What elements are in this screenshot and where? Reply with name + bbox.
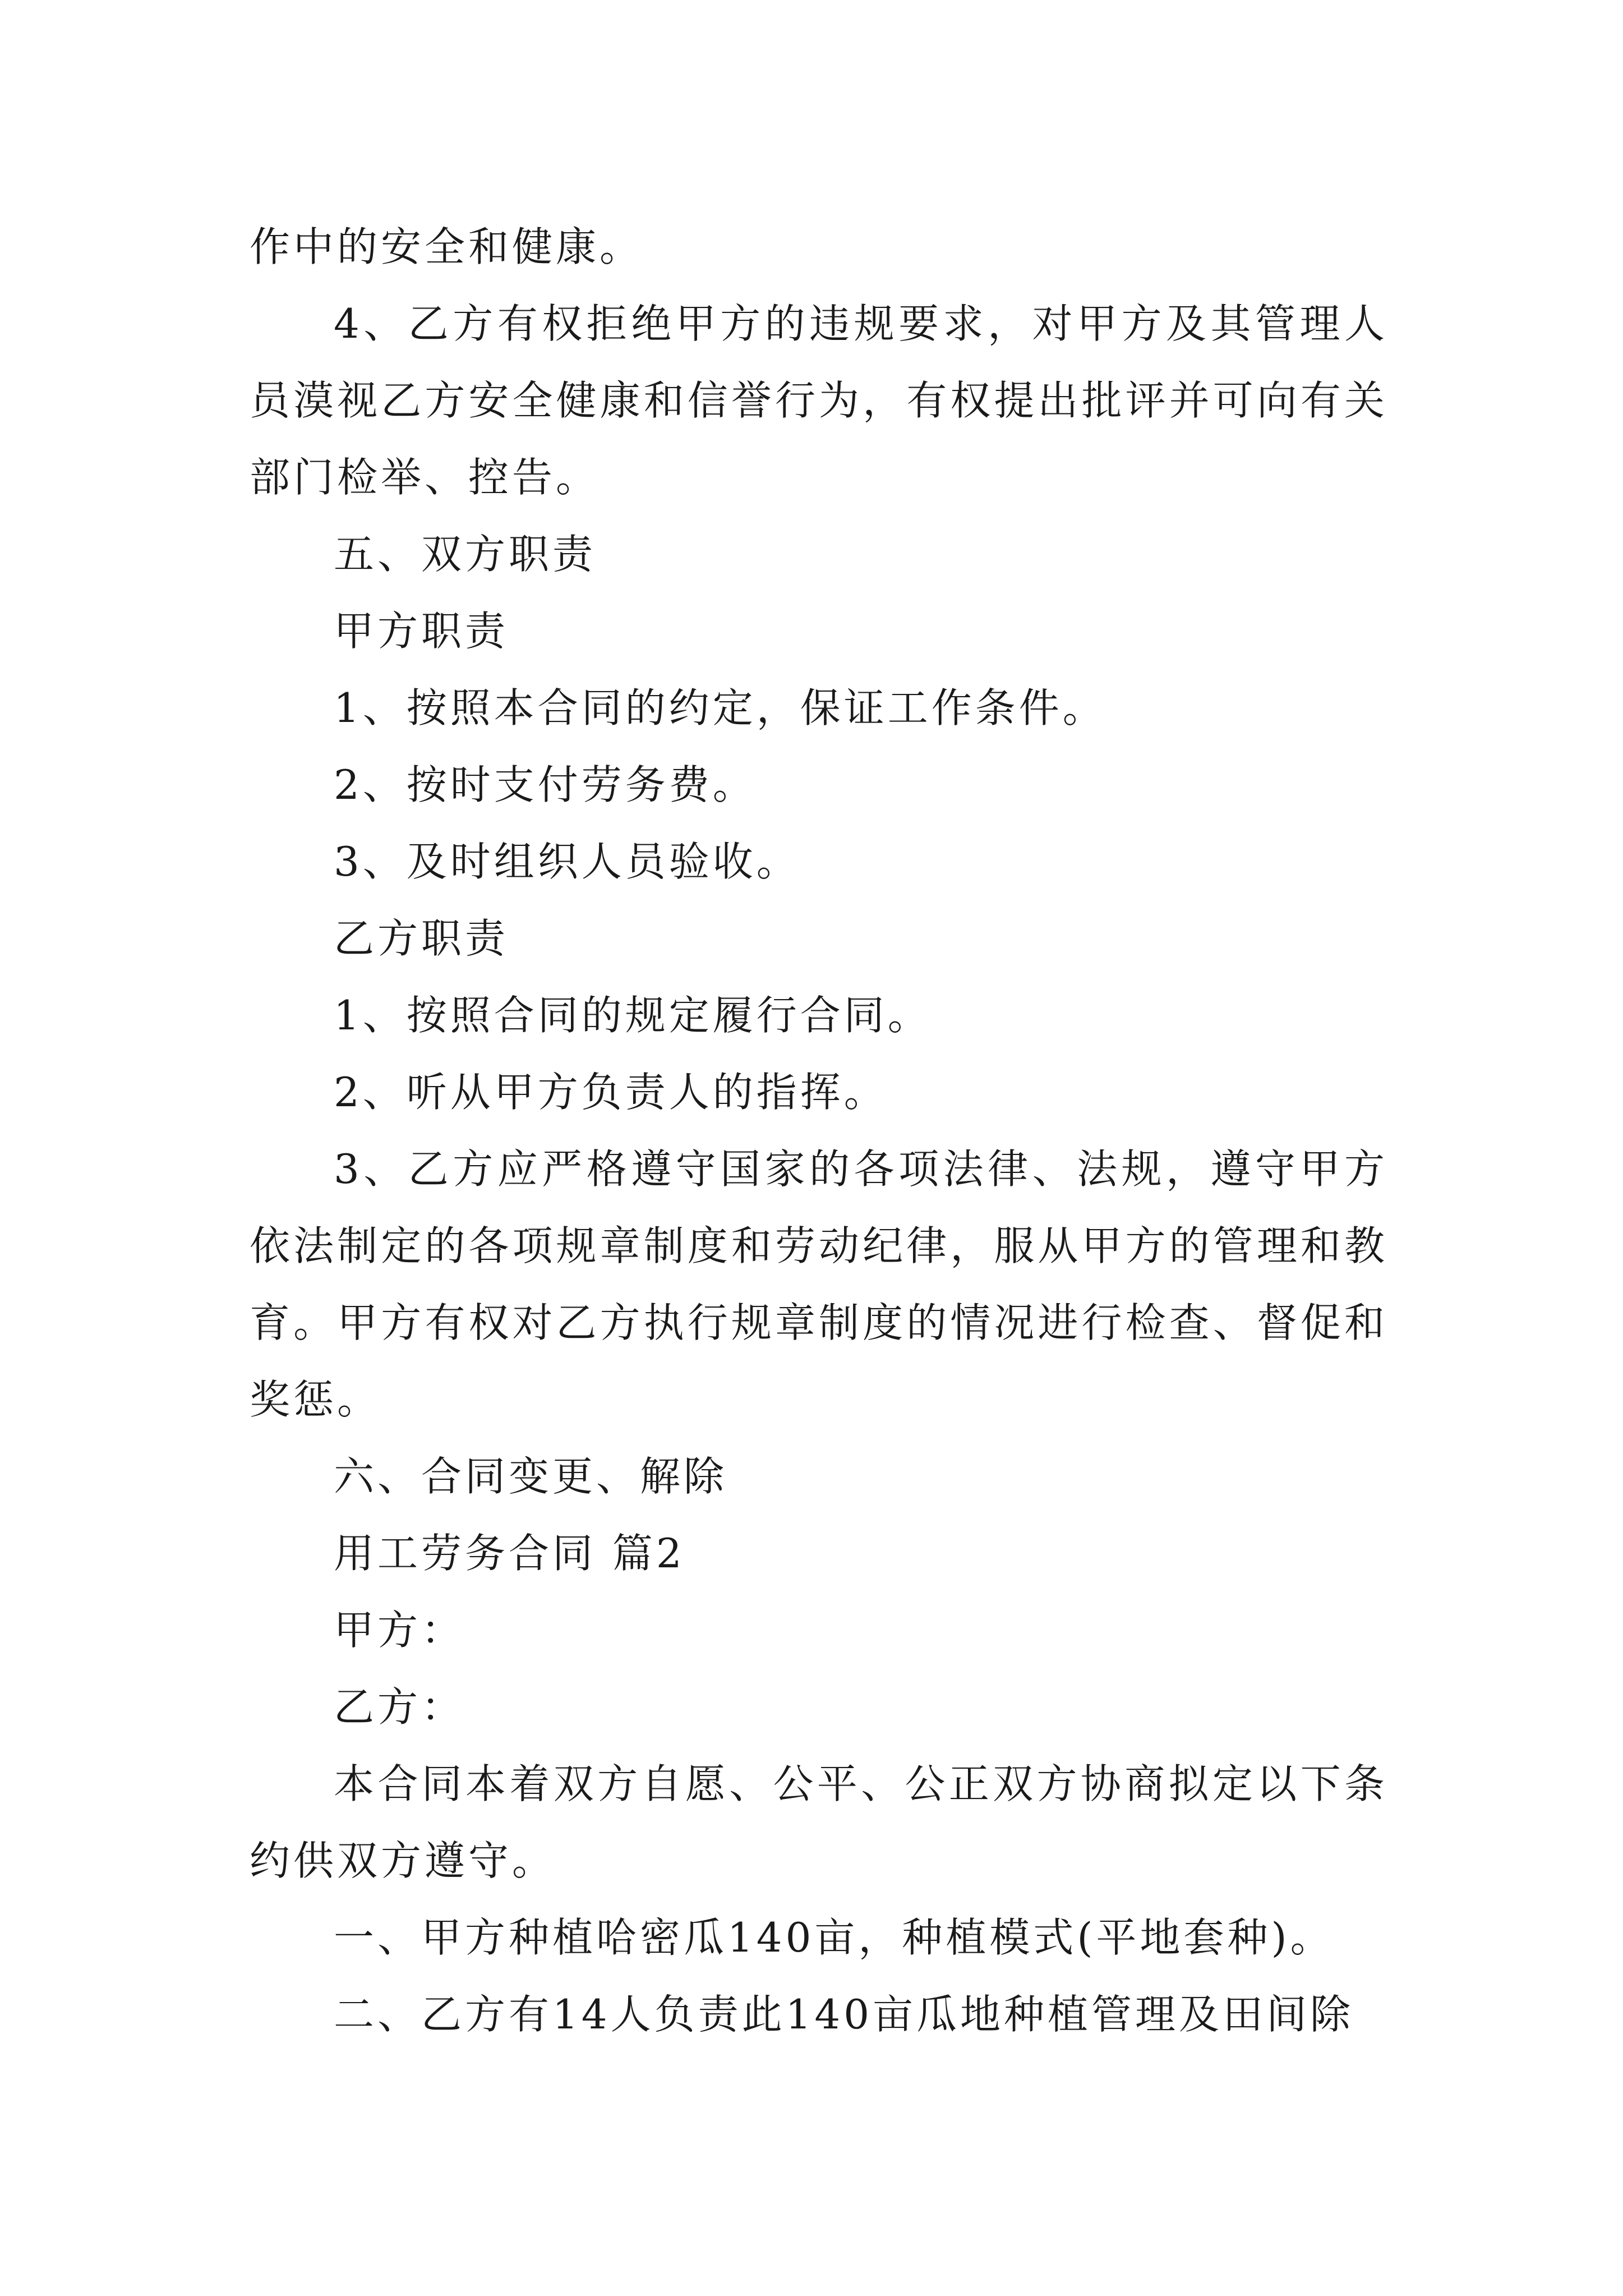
document-body: [250, 209, 1388, 2053]
paragraph-2: 4、乙方有权拒绝甲方的违规要求，对甲方及其管理人员漠视乙方安全健康和信誉行为，有权提出批评并可向有关部门检举、控告。: [250, 300, 1388, 501]
contract-title-2: 用工劳务合同 篇2: [334, 1530, 685, 1577]
paragraph-b-duty-3: 3、乙方应严格遵守国家的各项法律、法规，遵守甲方依法制定的各项规章制度和劳动纪律，服从甲方的管理和教育。甲方有权对乙方执行规章制度的情况进行检查、督促和奖惩。: [250, 1145, 1388, 1423]
paragraph-a-duty-1: 1、按照本合同的约定，保证工作条件。: [334, 684, 1106, 731]
party-b-field: 乙方：: [334, 1683, 465, 1731]
paragraph-1: 作中的安全和健康。: [250, 223, 644, 270]
paragraph-preamble: 本合同本着双方自愿、公平、公正双方协商拟定以下条约供双方遵守。: [250, 1760, 1388, 1884]
paragraph-b-duty-2: 2、听从甲方负责人的指挥。: [334, 1069, 888, 1116]
paragraph-b-duty-1: 1、按照合同的规定履行合同。: [334, 992, 932, 1039]
party-a-field: 甲方：: [334, 1607, 465, 1654]
subheading-party-a-duties: 甲方职责: [334, 608, 509, 655]
subheading-party-b-duties: 乙方职责: [334, 915, 509, 962]
section-heading-5: 五、双方职责: [334, 531, 597, 578]
paragraph-a-duty-2: 2、按时支付劳务费。: [334, 761, 757, 808]
clause-1: 一、甲方种植哈密瓜140亩，种植模式(平地套种)。: [334, 1914, 1334, 1961]
section-heading-6: 六、合同变更、解除: [334, 1453, 728, 1500]
clause-2: 二、乙方有14人负责此140亩瓜地种植管理及田间除: [334, 1991, 1354, 2038]
paragraph-a-duty-3: 3、及时组织人员验收。: [334, 838, 800, 885]
